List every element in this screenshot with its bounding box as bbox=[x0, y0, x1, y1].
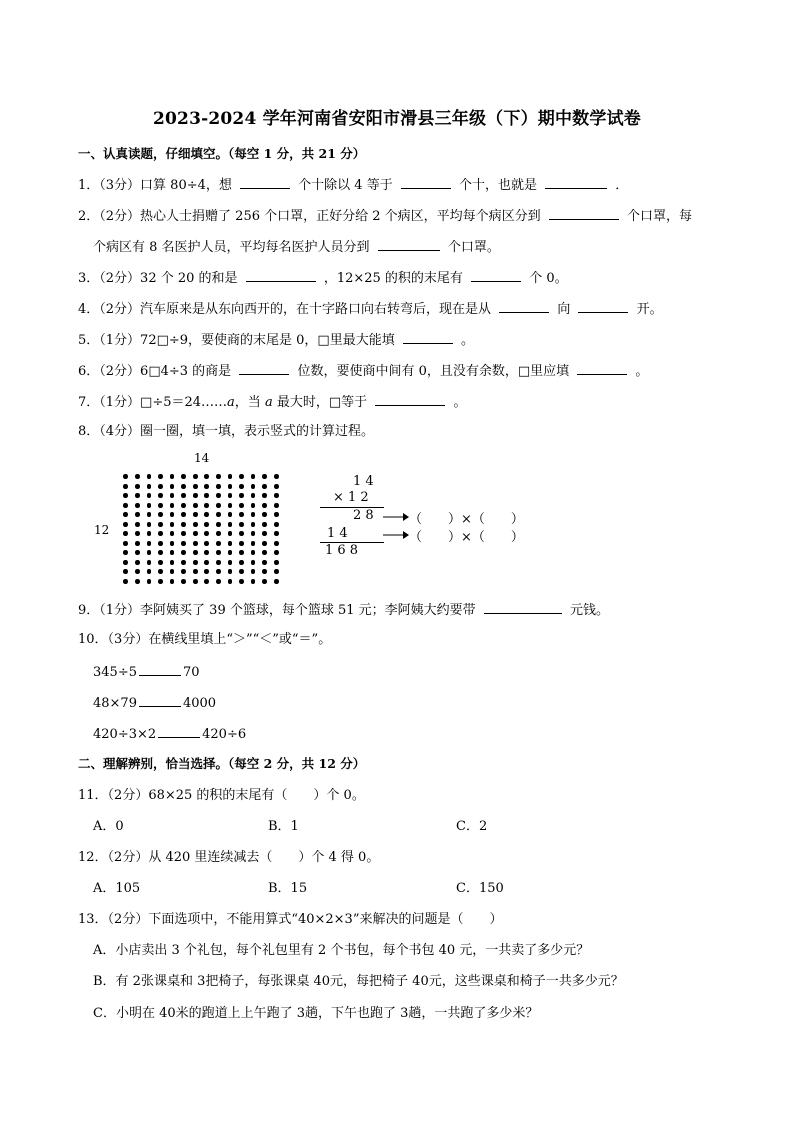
grid-dot bbox=[204, 503, 209, 508]
grid-dot bbox=[251, 531, 256, 536]
grid-dot bbox=[239, 550, 244, 555]
comparison-left: 420÷3×2 bbox=[93, 727, 157, 742]
grid-dot bbox=[170, 474, 175, 479]
variable-a: a bbox=[227, 395, 235, 410]
answer-blank[interactable] bbox=[139, 662, 181, 676]
grid-dot bbox=[193, 569, 198, 574]
grid-dot bbox=[181, 512, 186, 517]
grid-dot bbox=[123, 503, 128, 508]
grid-dot bbox=[193, 560, 198, 565]
dot-grid[interactable] bbox=[120, 472, 282, 586]
grid-dot bbox=[251, 569, 256, 574]
grid-dot bbox=[135, 484, 140, 489]
grid-dot bbox=[204, 474, 209, 479]
grid-dot bbox=[135, 493, 140, 498]
grid-dot bbox=[181, 484, 186, 489]
question-text: 个十除以 4 等于 bbox=[298, 178, 393, 193]
grid-dot bbox=[158, 560, 163, 565]
grid-dot bbox=[123, 541, 128, 546]
grid-dot bbox=[123, 522, 128, 527]
grid-dot bbox=[170, 531, 175, 536]
answer-blank[interactable] bbox=[375, 392, 445, 406]
comparison-item bbox=[93, 662, 200, 682]
question-text: 9．（1分）李阿姨买了 39 个篮球，每个篮球 51 元；李阿姨大约要带 bbox=[78, 603, 476, 618]
grid-dot bbox=[204, 484, 209, 489]
section-heading-1: 一、认真读题，仔细填空。（每空 1 分，共 21 分） bbox=[78, 146, 366, 161]
comparison-left: 48×79 bbox=[93, 696, 137, 711]
grid-dot bbox=[158, 474, 163, 479]
page-title: 2023-2024 学年河南省安阳市滑县三年级（下）期中数学试卷 bbox=[152, 109, 641, 129]
answer-blank[interactable] bbox=[240, 175, 290, 189]
option-c[interactable]: C．150 bbox=[456, 881, 504, 896]
question-text: 个十，也就是 bbox=[459, 178, 538, 193]
grid-dot bbox=[135, 512, 140, 517]
grid-dot bbox=[262, 484, 267, 489]
question-10: 10．（3分）在横线里填上“＞”“＜”或“＝”。 bbox=[78, 632, 332, 647]
grid-dot bbox=[135, 531, 140, 536]
answer-blank[interactable] bbox=[578, 299, 628, 313]
grid-dot bbox=[193, 550, 198, 555]
grid-dot bbox=[228, 579, 233, 584]
grid-dot bbox=[147, 474, 152, 479]
grid-dot bbox=[204, 512, 209, 517]
grid-dot bbox=[228, 541, 233, 546]
grid-dot bbox=[251, 484, 256, 489]
question-text: 。 bbox=[453, 395, 467, 410]
comparison-right: 4000 bbox=[182, 696, 217, 711]
grid-dot bbox=[158, 522, 163, 527]
grid-dot bbox=[251, 560, 256, 565]
grid-dot bbox=[274, 522, 279, 527]
grid-dot bbox=[239, 522, 244, 527]
grid-dot bbox=[239, 493, 244, 498]
grid-dot bbox=[181, 569, 186, 574]
grid-dot bbox=[170, 550, 175, 555]
question-3 bbox=[78, 268, 568, 288]
question-text: 7．（1分）□÷5＝24…… bbox=[78, 395, 228, 410]
question-text: ． bbox=[615, 178, 629, 193]
grid-dot bbox=[274, 484, 279, 489]
grid-dot bbox=[239, 484, 244, 489]
question-12: 12．（2分）从 420 里连续减去（ ）个 4 得 0。 bbox=[78, 850, 380, 865]
grid-dot bbox=[204, 493, 209, 498]
grid-dot bbox=[147, 493, 152, 498]
grid-dot bbox=[147, 560, 152, 565]
grid-dot bbox=[181, 579, 186, 584]
question-8: 8．（4分）圈一圈，填一填，表示竖式的计算过程。 bbox=[78, 424, 375, 439]
grid-dot bbox=[181, 503, 186, 508]
answer-blank[interactable] bbox=[239, 361, 289, 375]
comparison-right: 420÷6 bbox=[202, 727, 247, 742]
grid-dot bbox=[193, 522, 198, 527]
grid-dot bbox=[147, 531, 152, 536]
answer-blank[interactable] bbox=[246, 268, 316, 282]
grid-dot bbox=[135, 541, 140, 546]
question-2 bbox=[78, 206, 692, 226]
answer-blank[interactable] bbox=[484, 600, 562, 614]
grid-dot bbox=[170, 560, 175, 565]
grid-dot bbox=[193, 474, 198, 479]
answer-blank[interactable] bbox=[403, 330, 453, 344]
grid-dot bbox=[170, 579, 175, 584]
grid-dot bbox=[170, 522, 175, 527]
grid-dot bbox=[251, 579, 256, 584]
grid-dot bbox=[123, 550, 128, 555]
grid-dot bbox=[193, 579, 198, 584]
grid-dot bbox=[170, 484, 175, 489]
grid-dot bbox=[239, 503, 244, 508]
option-b[interactable]: B．有 2张课桌和 3把椅子，每张课桌 40元，每把椅子 40元，这些课桌和椅子一共多少元？ bbox=[93, 974, 624, 989]
question-text: 2．（2分）热心人士捐赠了 256 个口罩，正好分给 2 个病区，平均每个病区分到 bbox=[78, 209, 541, 224]
grid-dot bbox=[251, 493, 256, 498]
grid-dot bbox=[274, 512, 279, 517]
question-11: 11．（2分）68×25 的积的末尾有（ ）个 0。 bbox=[78, 788, 365, 803]
option-a[interactable]: A．105 bbox=[93, 881, 141, 896]
question-5 bbox=[78, 330, 474, 350]
grid-dot bbox=[147, 550, 152, 555]
grid-dot bbox=[262, 550, 267, 555]
grid-dot bbox=[262, 560, 267, 565]
grid-dot bbox=[204, 569, 209, 574]
question-4 bbox=[78, 299, 663, 319]
answer-blank[interactable] bbox=[549, 206, 619, 220]
calc-divider bbox=[320, 507, 384, 508]
answer-blank[interactable] bbox=[577, 361, 627, 375]
question-13: 13．（2分）下面选项中，不能用算式“40×2×3”来解决的问题是（ ） bbox=[78, 912, 503, 927]
grid-dot bbox=[204, 550, 209, 555]
answer-blank[interactable] bbox=[139, 693, 181, 707]
grid-dot bbox=[123, 493, 128, 498]
partial-product-2: 1 4 bbox=[327, 526, 348, 541]
grid-dot bbox=[228, 550, 233, 555]
grid-dot bbox=[274, 541, 279, 546]
grid-dot bbox=[274, 579, 279, 584]
grid-dot bbox=[181, 522, 186, 527]
comparison-item bbox=[93, 724, 246, 744]
grid-dot bbox=[216, 550, 221, 555]
grid-dot bbox=[181, 560, 186, 565]
grid-dot bbox=[147, 512, 152, 517]
comparison-left: 345÷5 bbox=[93, 665, 137, 680]
grid-dot bbox=[135, 569, 140, 574]
grid-dot bbox=[216, 579, 221, 584]
question-text: 位数，要使商中间有 0，且没有余数，□里应填 bbox=[297, 364, 570, 379]
grid-dot bbox=[158, 484, 163, 489]
grid-dot bbox=[216, 569, 221, 574]
question-6 bbox=[78, 361, 648, 381]
grid-dot bbox=[228, 531, 233, 536]
grid-dot bbox=[216, 560, 221, 565]
grid-dot bbox=[135, 550, 140, 555]
answer-box-row-2[interactable]: （ ）×（ ） bbox=[409, 530, 524, 545]
grid-dot bbox=[147, 522, 152, 527]
grid-dot bbox=[181, 531, 186, 536]
option-a[interactable]: A．0 bbox=[93, 819, 124, 834]
grid-dot bbox=[170, 512, 175, 517]
grid-dot bbox=[147, 541, 152, 546]
grid-dot bbox=[228, 512, 233, 517]
grid-dot bbox=[193, 493, 198, 498]
grid-dot bbox=[158, 512, 163, 517]
grid-dot bbox=[228, 493, 233, 498]
grid-dot bbox=[228, 569, 233, 574]
grid-dot bbox=[193, 512, 198, 517]
grid-dot bbox=[135, 522, 140, 527]
grid-dot bbox=[251, 522, 256, 527]
grid-dot bbox=[193, 503, 198, 508]
grid-dot bbox=[204, 579, 209, 584]
grid-dot bbox=[274, 503, 279, 508]
question-9 bbox=[78, 600, 609, 620]
multiplier: × 1 2 bbox=[333, 490, 369, 505]
answer-blank[interactable] bbox=[158, 724, 200, 738]
grid-dot bbox=[216, 541, 221, 546]
grid-dot bbox=[147, 484, 152, 489]
option-a[interactable]: A．小店卖出 3 个礼包，每个礼包里有 2 个书包，每个书包 40 元，一共卖了多少元？ bbox=[93, 943, 590, 958]
arrow-right-icon bbox=[383, 511, 409, 523]
question-text: 个 0。 bbox=[529, 271, 568, 286]
grid-dot bbox=[239, 541, 244, 546]
question-1 bbox=[78, 175, 628, 195]
option-b[interactable]: B．1 bbox=[268, 819, 299, 834]
grid-dot bbox=[216, 503, 221, 508]
grid-dot bbox=[228, 503, 233, 508]
grid-dot bbox=[158, 531, 163, 536]
grid-dot bbox=[262, 541, 267, 546]
grid-dot bbox=[262, 503, 267, 508]
grid-dot bbox=[262, 569, 267, 574]
question-text: ，当 bbox=[234, 395, 261, 410]
answer-blank[interactable] bbox=[401, 175, 451, 189]
grid-dot bbox=[262, 474, 267, 479]
grid-dot bbox=[274, 550, 279, 555]
grid-dot bbox=[251, 503, 256, 508]
grid-dot bbox=[147, 503, 152, 508]
question-text: 个病区有 8 名医护人员，平均每名医护人员分到 bbox=[93, 240, 370, 255]
grid-dot bbox=[262, 512, 267, 517]
grid-dot bbox=[239, 560, 244, 565]
question-text: 。 bbox=[635, 364, 649, 379]
option-c[interactable]: C．小明在 40米的跑道上上午跑了 3趟，下午也跑了 3趟，一共跑了多少米？ bbox=[93, 1006, 539, 1021]
arrow-right-icon bbox=[383, 529, 409, 541]
question-text: 开。 bbox=[636, 302, 663, 317]
grid-dot bbox=[216, 512, 221, 517]
option-c[interactable]: C．2 bbox=[456, 819, 488, 834]
grid-dot bbox=[170, 569, 175, 574]
question-text: 1．（3分）口算 80÷4，想 bbox=[78, 178, 232, 193]
grid-dot bbox=[123, 579, 128, 584]
question-text: 向 bbox=[557, 302, 571, 317]
question-2-continued bbox=[93, 237, 500, 257]
question-text: 4．（2分）汽车原来是从东向西开的，在十字路口向右转弯后，现在是从 bbox=[78, 302, 492, 317]
grid-dot bbox=[239, 474, 244, 479]
question-text: 5．（1分）72□÷9，要使商的末尾是 0，□里最大能填 bbox=[78, 333, 395, 348]
grid-dot bbox=[239, 531, 244, 536]
grid-dot bbox=[262, 579, 267, 584]
grid-dot bbox=[274, 474, 279, 479]
grid-dot bbox=[135, 474, 140, 479]
grid-dot bbox=[251, 550, 256, 555]
grid-dot bbox=[158, 579, 163, 584]
grid-dot bbox=[251, 512, 256, 517]
grid-dot bbox=[181, 550, 186, 555]
grid-dot bbox=[251, 474, 256, 479]
grid-dot bbox=[123, 560, 128, 565]
section-heading-2: 二、理解辨别，恰当选择。（每空 2 分，共 12 分） bbox=[78, 756, 366, 771]
answer-blank[interactable] bbox=[378, 237, 440, 251]
dot-grid-column-label: 14 bbox=[194, 451, 210, 465]
grid-dot bbox=[274, 493, 279, 498]
grid-dot bbox=[274, 531, 279, 536]
grid-dot bbox=[274, 569, 279, 574]
grid-dot bbox=[216, 531, 221, 536]
grid-dot bbox=[262, 493, 267, 498]
grid-dot bbox=[262, 522, 267, 527]
grid-dot bbox=[170, 503, 175, 508]
grid-dot bbox=[158, 493, 163, 498]
grid-dot bbox=[228, 560, 233, 565]
grid-dot bbox=[204, 560, 209, 565]
grid-dot bbox=[216, 474, 221, 479]
grid-dot bbox=[204, 541, 209, 546]
question-text: ，12×25 的积的末尾有 bbox=[323, 271, 463, 286]
grid-dot bbox=[216, 522, 221, 527]
grid-dot bbox=[228, 522, 233, 527]
grid-dot bbox=[193, 541, 198, 546]
grid-dot bbox=[147, 569, 152, 574]
grid-dot bbox=[181, 474, 186, 479]
question-text: 最大时，□等于 bbox=[276, 395, 368, 410]
grid-dot bbox=[123, 484, 128, 489]
multiplicand: 1 4 bbox=[353, 474, 374, 489]
grid-dot bbox=[181, 493, 186, 498]
grid-dot bbox=[216, 484, 221, 489]
variable-a: a bbox=[264, 395, 273, 410]
question-text: 。 bbox=[461, 333, 475, 348]
comparison-item bbox=[93, 693, 216, 713]
comparison-right: 70 bbox=[182, 665, 200, 680]
grid-dot bbox=[251, 541, 256, 546]
grid-dot bbox=[135, 560, 140, 565]
dot-grid-row-label: 12 bbox=[94, 523, 110, 537]
grid-dot bbox=[135, 503, 140, 508]
grid-dot bbox=[123, 474, 128, 479]
grid-dot bbox=[158, 503, 163, 508]
question-text: 3．（2分）32 个 20 的和是 bbox=[78, 271, 238, 286]
grid-dot bbox=[204, 522, 209, 527]
partial-product-1: 2 8 bbox=[353, 508, 374, 523]
grid-dot bbox=[170, 541, 175, 546]
grid-dot bbox=[193, 484, 198, 489]
grid-dot bbox=[158, 550, 163, 555]
grid-dot bbox=[216, 493, 221, 498]
grid-dot bbox=[239, 569, 244, 574]
grid-dot bbox=[170, 493, 175, 498]
question-text: 6．（2分）6□4÷3 的商是 bbox=[78, 364, 232, 379]
grid-dot bbox=[158, 569, 163, 574]
grid-dot bbox=[147, 579, 152, 584]
answer-blank[interactable] bbox=[471, 268, 521, 282]
question-text: 个口罩。 bbox=[447, 240, 500, 255]
question-7 bbox=[78, 392, 466, 412]
grid-dot bbox=[204, 531, 209, 536]
grid-dot bbox=[123, 531, 128, 536]
product-result: 1 6 8 bbox=[325, 543, 359, 558]
grid-dot bbox=[228, 474, 233, 479]
grid-dot bbox=[158, 541, 163, 546]
grid-dot bbox=[239, 579, 244, 584]
answer-blank[interactable] bbox=[545, 175, 607, 189]
grid-dot bbox=[123, 512, 128, 517]
grid-dot bbox=[262, 531, 267, 536]
grid-dot bbox=[181, 541, 186, 546]
vertical-calculation bbox=[315, 474, 535, 564]
grid-dot bbox=[239, 512, 244, 517]
grid-dot bbox=[228, 484, 233, 489]
grid-dot bbox=[135, 579, 140, 584]
option-b[interactable]: B．15 bbox=[268, 881, 308, 896]
grid-dot bbox=[193, 531, 198, 536]
question-text: 个口罩，每 bbox=[626, 209, 692, 224]
question-text: 元钱。 bbox=[569, 603, 609, 618]
answer-box-row-1[interactable]: （ ）×（ ） bbox=[409, 512, 524, 527]
answer-blank[interactable] bbox=[499, 299, 549, 313]
grid-dot bbox=[274, 560, 279, 565]
grid-dot bbox=[123, 569, 128, 574]
